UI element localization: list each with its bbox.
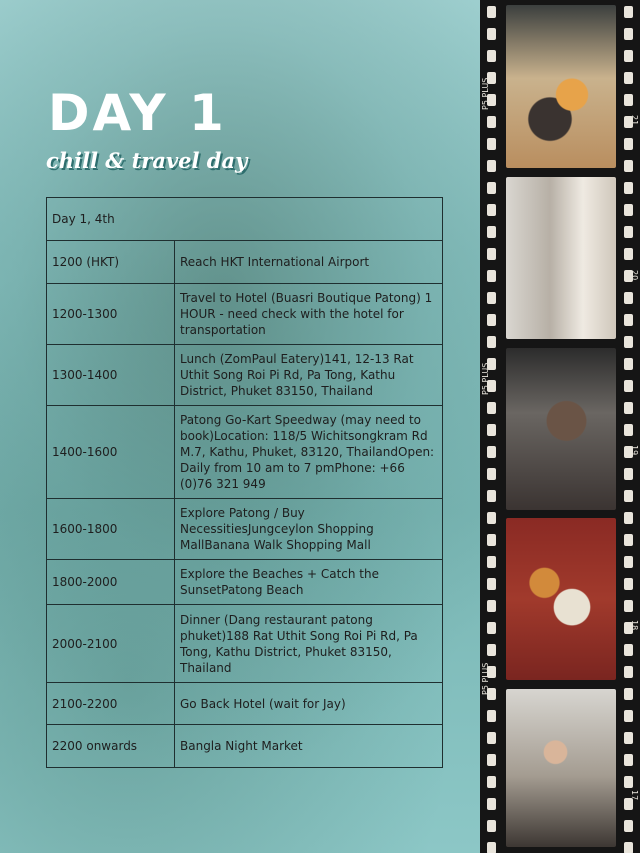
sprocket-hole — [624, 160, 633, 172]
sprocket-hole — [487, 424, 496, 436]
sprocket-hole — [487, 710, 496, 722]
sprocket-hole — [624, 292, 633, 304]
sprocket-hole — [487, 776, 496, 788]
group-photo — [506, 689, 616, 847]
film-frame-number: 19 — [630, 445, 639, 456]
sprocket-hole — [624, 754, 633, 766]
sprocket-hole — [624, 138, 633, 150]
sprocket-hole — [624, 468, 633, 480]
sprocket-hole — [487, 226, 496, 238]
sprocket-hole — [487, 556, 496, 568]
sprocket-hole — [624, 512, 633, 524]
film-frame-number: 17 — [630, 790, 639, 801]
row-time: 1200 (HKT) — [47, 241, 175, 284]
sprocket-hole — [624, 6, 633, 18]
sprocket-hole — [624, 226, 633, 238]
sprocket-hole — [487, 50, 496, 62]
sprocket-hole — [487, 292, 496, 304]
sprocket-hole — [624, 710, 633, 722]
row-time: 2100-2200 — [47, 683, 175, 725]
row-time: 2200 onwards — [47, 725, 175, 768]
sprocket-hole — [487, 842, 496, 853]
sprocket-hole — [624, 578, 633, 590]
row-time: 1600-1800 — [47, 499, 175, 560]
sprocket-hole — [487, 534, 496, 546]
sprocket-hole — [487, 270, 496, 282]
page-subtitle: chill & travel day — [46, 148, 248, 173]
sprocket-hole — [624, 732, 633, 744]
sprocket-hole — [624, 600, 633, 612]
film-brand-label: P5 PLUS — [481, 662, 490, 695]
sprocket-hole — [624, 72, 633, 84]
row-activity: Patong Go-Kart Speedway (may need to book)Location: 118/5 Wichitsongkram Rd M.7, Kathu, Phuket, 83120, ThailandOpen: Daily from 10 am to 7 pmPhone: +66 (0)76 321 949 — [175, 406, 443, 499]
row-activity: Go Back Hotel (wait for Jay) — [175, 683, 443, 725]
sprocket-hole — [624, 424, 633, 436]
sprocket-hole — [487, 754, 496, 766]
sprocket-hole — [487, 644, 496, 656]
store-photo — [506, 177, 616, 339]
sprocket-hole — [487, 820, 496, 832]
sprocket-hole — [487, 182, 496, 194]
sprocket-hole — [487, 578, 496, 590]
row-time: 1800-2000 — [47, 560, 175, 605]
row-activity: Travel to Hotel (Buasri Boutique Patong) 1 HOUR - need check with the hotel for transportation — [175, 284, 443, 345]
sprocket-hole — [487, 160, 496, 172]
sprocket-hole — [624, 380, 633, 392]
sprocket-hole — [624, 776, 633, 788]
row-activity: Reach HKT International Airport — [175, 241, 443, 284]
sprocket-hole — [487, 490, 496, 502]
film-brand-label: P5 PLUS — [481, 362, 490, 395]
sprocket-hole — [624, 666, 633, 678]
sprocket-hole — [487, 446, 496, 458]
sprocket-hole — [487, 204, 496, 216]
sprocket-hole — [624, 842, 633, 853]
sprocket-hole — [487, 336, 496, 348]
sprocket-hole — [487, 468, 496, 480]
table-row — [47, 406, 443, 499]
schedule-table — [46, 197, 443, 768]
table-row — [47, 683, 443, 725]
sprocket-hole — [624, 534, 633, 546]
row-time: 2000-2100 — [47, 605, 175, 683]
table-row — [47, 560, 443, 605]
film-frame-number: 18 — [630, 620, 639, 631]
sprocket-hole — [624, 314, 633, 326]
sprocket-hole — [624, 248, 633, 260]
sprocket-hole — [487, 512, 496, 524]
sprocket-hole — [624, 820, 633, 832]
sprocket-hole — [624, 358, 633, 370]
sprocket-hole — [487, 248, 496, 260]
sprocket-hole — [487, 798, 496, 810]
table-row — [47, 345, 443, 406]
schedule-heading: Day 1, 4th — [47, 198, 443, 241]
film-sprocket-holes-left — [485, 0, 499, 853]
table-row — [47, 725, 443, 768]
row-activity: Lunch (ZomPaul Eatery)141, 12-13 Rat Uthit Song Roi Pi Rd, Pa Tong, Kathu District, Phuket 83150, Thailand — [175, 345, 443, 406]
sprocket-hole — [624, 490, 633, 502]
table-row — [47, 605, 443, 683]
sprocket-hole — [624, 688, 633, 700]
sprocket-hole — [624, 556, 633, 568]
table-row — [47, 284, 443, 345]
sprocket-hole — [487, 116, 496, 128]
sprocket-hole — [487, 732, 496, 744]
sprocket-hole — [624, 204, 633, 216]
row-activity: Bangla Night Market — [175, 725, 443, 768]
row-activity: Explore Patong / Buy NecessitiesJungceylon Shopping MallBanana Walk Shopping Mall — [175, 499, 443, 560]
table-row — [47, 499, 443, 560]
row-activity: Dinner (Dang restaurant patong phuket)188 Rat Uthit Song Roi Pi Rd, Pa Tong, Kathu District, Phuket 83150, Thailand — [175, 605, 443, 683]
selfie-photo — [506, 348, 616, 510]
sprocket-hole — [487, 622, 496, 634]
sprocket-hole — [487, 600, 496, 612]
sprocket-hole — [487, 138, 496, 150]
film-sprocket-holes-right — [622, 0, 636, 853]
row-time: 1300-1400 — [47, 345, 175, 406]
film-frame-number: 21 — [630, 115, 639, 126]
schedule-header-row — [47, 198, 443, 241]
sprocket-hole — [487, 28, 496, 40]
row-time: 1400-1600 — [47, 406, 175, 499]
table-row — [47, 241, 443, 284]
sprocket-hole — [487, 314, 496, 326]
row-time: 1200-1300 — [47, 284, 175, 345]
sprocket-hole — [487, 6, 496, 18]
sprocket-hole — [624, 182, 633, 194]
sprocket-hole — [624, 336, 633, 348]
sprocket-hole — [624, 94, 633, 106]
row-activity: Explore the Beaches + Catch the SunsetPatong Beach — [175, 560, 443, 605]
sprocket-hole — [487, 402, 496, 414]
page-title: DAY 1 — [48, 84, 227, 142]
sprocket-hole — [624, 402, 633, 414]
film-frame-number: 20 — [630, 270, 639, 281]
sprocket-hole — [624, 28, 633, 40]
sprocket-hole — [624, 644, 633, 656]
dinner-photo — [506, 518, 616, 680]
food-photo — [506, 5, 616, 168]
film-brand-label: P5 PLUS — [481, 77, 490, 110]
sprocket-hole — [624, 50, 633, 62]
